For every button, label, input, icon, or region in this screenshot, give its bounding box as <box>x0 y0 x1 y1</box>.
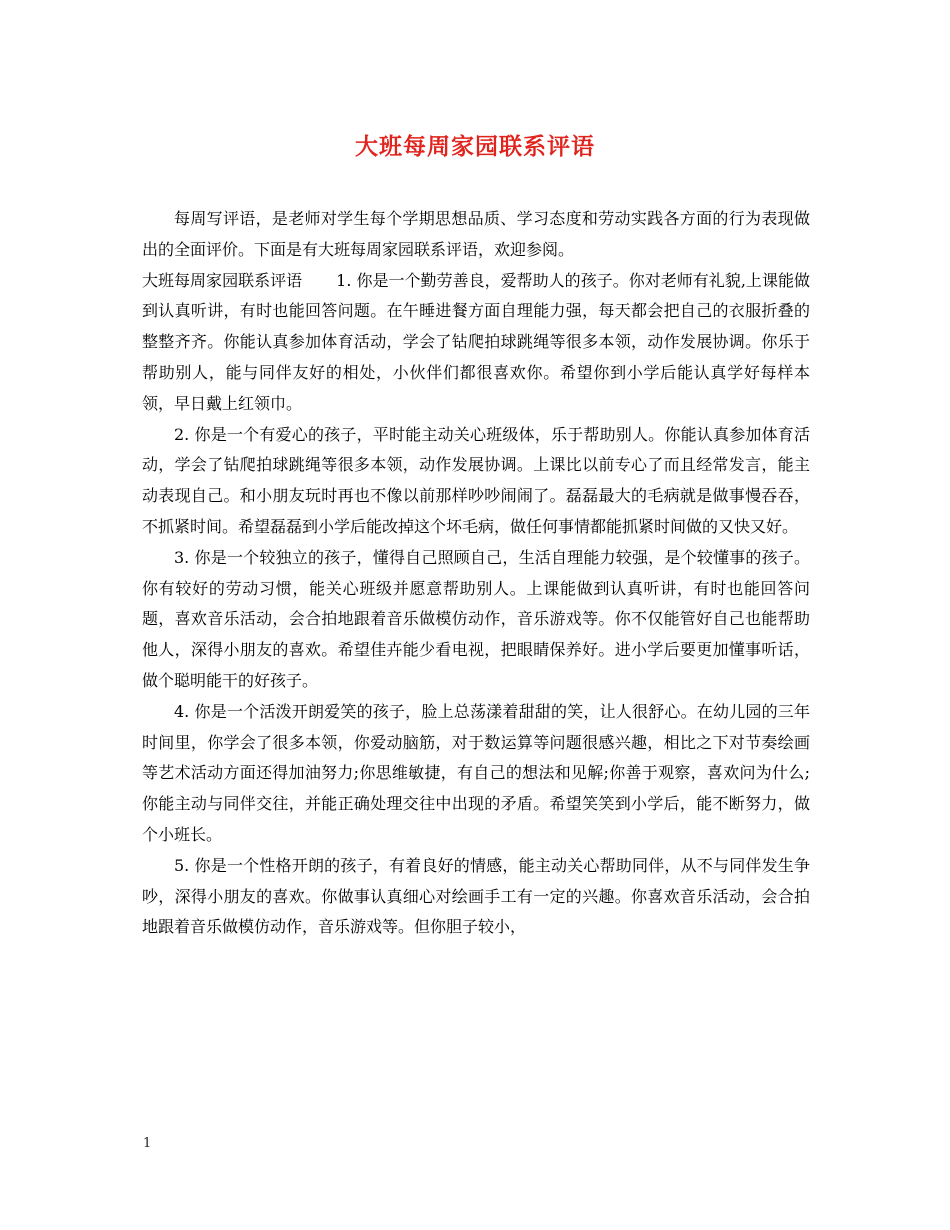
inline-heading: 大班每周家园联系评语 <box>142 270 303 290</box>
comment-paragraph-3: 3. 你是一个较独立的孩子，懂得自己照顾自己，生活自理能力较强，是个较懂事的孩子。你有较好的劳动习惯，能关心班级并愿意帮助别人。上课能做到认真听讲，有时也能回答问题，喜欢音乐活动，会合拍地跟着音乐做模仿动作，音乐游戏等。你不仅能管好自己也能帮助他人，深得小朋友的喜欢。希望佳卉能少看电视，把眼睛保养好。进小学后要更加懂事听话，做个聪明能干的好孩子。 <box>142 547 810 690</box>
document-body <box>142 204 810 943</box>
comment-item-1: 1. 你是一个勤劳善良，爱帮助人的孩子。你对老师有礼貌,上课能做到认真听讲，有时也能回答问题。在午睡进餐方面自理能力强，每天都会把自己的衣服折叠的整整齐齐。你能认真参加体育活动，学会了钻爬拍球跳绳等很多本领，动作发展协调。你乐于帮助别人，能与同伴友好的相处，小伙伴们都很喜欢你。希望你到小学后能认真学好每样本领，早日戴上红领巾。 <box>142 270 810 413</box>
comment-paragraph-4: 4. 你是一个活泼开朗爱笑的孩子，脸上总荡漾着甜甜的笑，让人很舒心。在幼儿园的三年时间里，你学会了很多本领，你爱动脑筋，对于数运算等问题很感兴趣，相比之下对节奏绘画等艺术活动方面还得加油努力;你思维敏捷，有自己的想法和见解;你善于观察，喜欢问为什么;你能主动与同伴交往，并能正确处理交往中出现的矛盾。希望笑笑到小学后，能不断努力，做个小班长。 <box>142 701 810 844</box>
intro-paragraph: 每周写评语，是老师对学生每个学期思想品质、学习态度和劳动实践各方面的行为表现做出的全面评价。下面是有大班每周家园联系评语，欢迎参阅。 <box>142 209 810 259</box>
comment-paragraph-2: 2. 你是一个有爱心的孩子，平时能主动关心班级体，乐于帮助别人。你能认真参加体育活动，学会了钻爬拍球跳绳等很多本领，动作发展协调。上课比以前专心了而且经常发言，能主动表现自己。和小朋友玩时再也不像以前那样吵吵闹闹了。磊磊最大的毛病就是做事慢吞吞，不抓紧时间。希望磊磊到小学后能改掉这个坏毛病，做任何事情都能抓紧时间做的又快又好。 <box>142 424 810 536</box>
comment-paragraph-5: 5. 你是一个性格开朗的孩子，有着良好的情感，能主动关心帮助同伴，从不与同伴发生争吵，深得小朋友的喜欢。你做事认真细心对绘画手工有一定的兴趣。你喜欢音乐活动，会合拍地跟着音乐做模仿动作，音乐游戏等。但你胆子较小， <box>142 855 810 937</box>
document-title: 大班每周家园联系评语 <box>355 133 595 160</box>
page-number: 1 <box>143 1136 152 1151</box>
comment-paragraph-1 <box>142 266 810 420</box>
